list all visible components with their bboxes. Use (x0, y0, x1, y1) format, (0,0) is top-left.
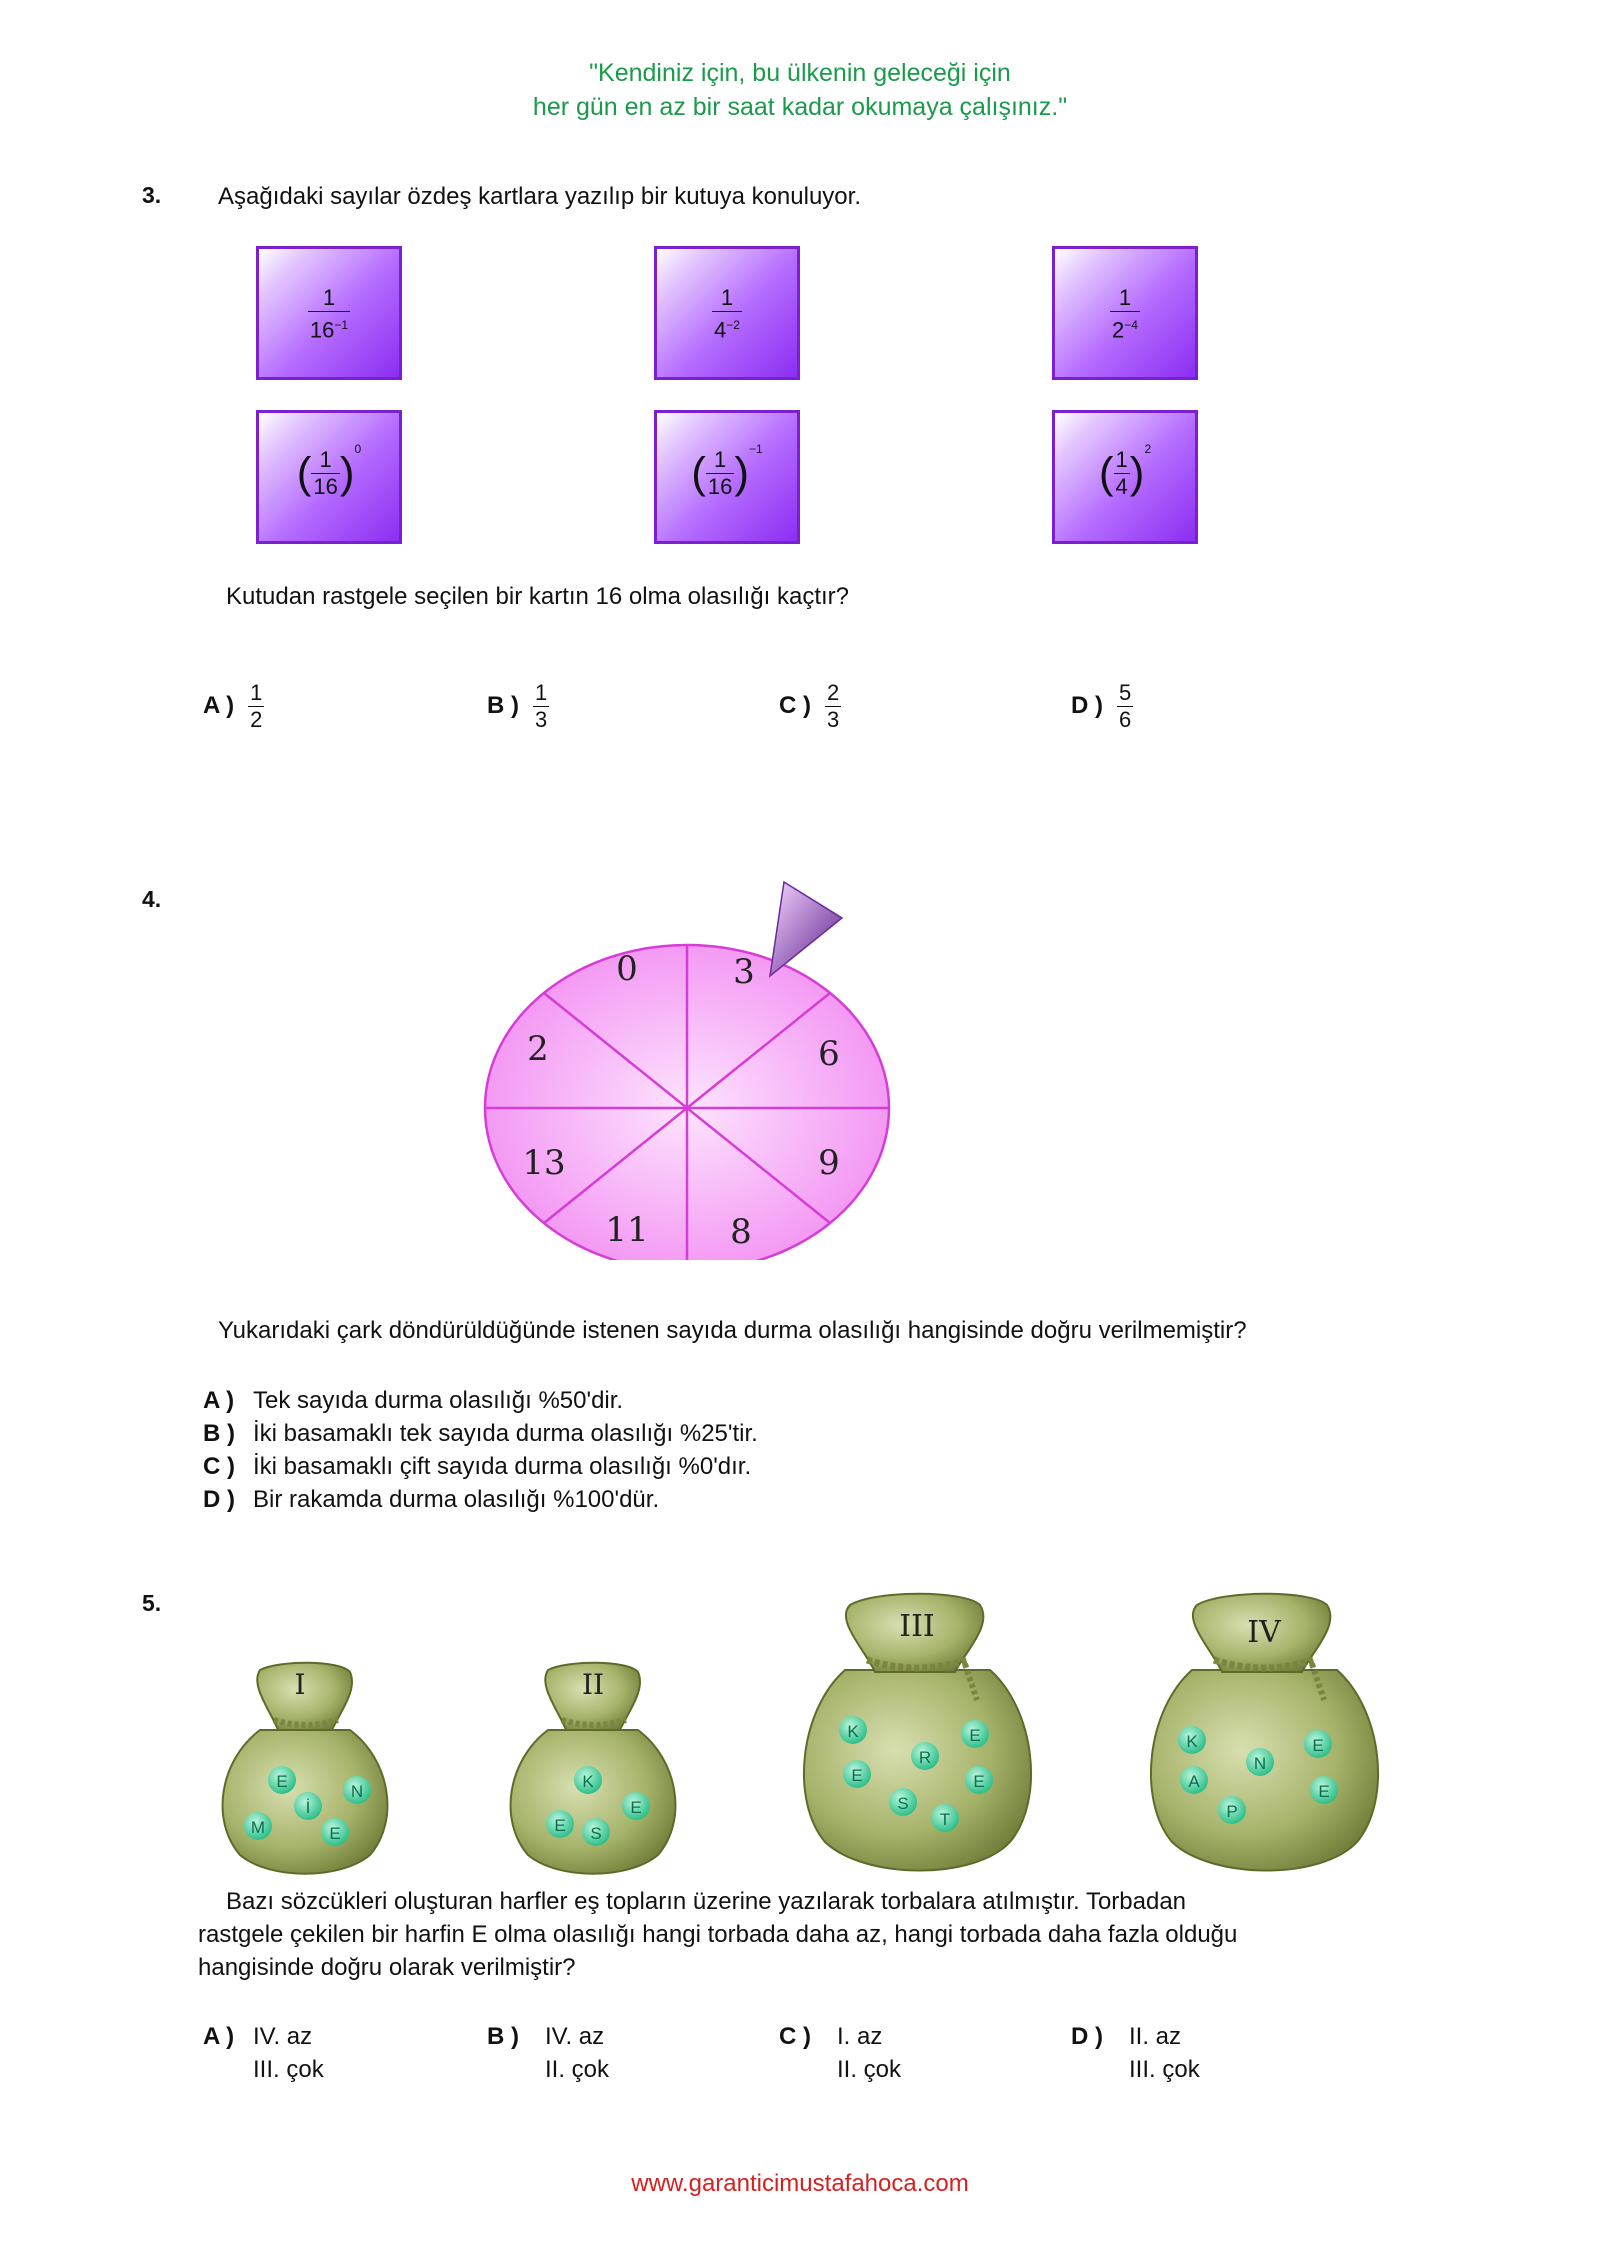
option-label: C ) (203, 1453, 235, 1480)
spinner-wheel (470, 870, 900, 1260)
option-num: 2 (827, 680, 840, 705)
quote-line-1: "Kendiniz için, bu ülkenin geleceği için (589, 59, 1011, 87)
letter-ball: E (851, 1766, 863, 1785)
q3-option-c[interactable] (779, 680, 841, 733)
q3-option-d[interactable] (1071, 680, 1133, 733)
bag-4 (1151, 1594, 1378, 1871)
quote-line-2: her gün en az bir saat kadar okumaya çalışınız." (532, 93, 1068, 121)
question-5-line-2: rastgele çekilen bir harfin E olma olasılığı hangi torbada daha az, hangi torbada daha fazla olduğu (198, 1921, 1238, 1948)
letter-ball: K (1186, 1732, 1198, 1751)
q4-option-a[interactable] (203, 1384, 623, 1417)
option-line-2: II. çok (545, 2056, 610, 2083)
option-line-1: IV. az (545, 2023, 605, 2050)
letter-ball: M (250, 1818, 266, 1837)
motivational-quote (0, 56, 1600, 124)
card-6 (1052, 410, 1198, 544)
option-line-1: I. az (837, 2023, 883, 2050)
option-text: İki basamaklı tek sayıda durma olasılığı %25'tir. (253, 1420, 758, 1447)
card-6-den: 4 (1115, 474, 1128, 499)
option-text: İki basamaklı çift sayıda durma olasılığı %0'dır. (253, 1453, 752, 1480)
option-label: A ) (203, 2023, 235, 2050)
bag-1 (223, 1663, 388, 1874)
wheel-number: 6 (818, 1034, 840, 1074)
wheel-number: 13 (522, 1143, 566, 1183)
card-3-den: 2 (1112, 317, 1125, 343)
option-num: 1 (250, 680, 263, 705)
option-text: Tek sayıda durma olasılığı %50'dir. (253, 1387, 624, 1414)
card-2-num: 1 (712, 285, 742, 312)
footer-website-link[interactable]: www.garanticimustafahoca.com (631, 2170, 969, 2197)
option-den: 3 (827, 707, 840, 732)
card-4-den: 16 (313, 474, 338, 499)
card-5-den: 16 (707, 474, 733, 499)
option-line-1: II. az (1129, 2023, 1182, 2050)
letter-ball: E (276, 1772, 288, 1791)
letter-ball: K (847, 1722, 859, 1741)
left-paren: ( (691, 448, 706, 498)
option-den: 2 (250, 707, 263, 732)
question-5-line-1: Bazı sözcükleri oluşturan harfler eş topların üzerine yazılarak torbalara atılmıştır. Torbadan (226, 1888, 1187, 1915)
option-den: 6 (1119, 707, 1132, 732)
option-text: Bir rakamda durma olasılığı %100'dür. (253, 1486, 660, 1513)
left-paren: ( (1098, 448, 1114, 498)
question-5-line-3: hangisinde doğru olarak verilmiştir? (198, 1954, 576, 1981)
card-3 (1052, 246, 1198, 380)
q4-option-d[interactable] (203, 1483, 659, 1516)
question-4-number: 4. (142, 886, 162, 912)
card-4-exp: 0 (354, 442, 362, 457)
bag-2 (511, 1663, 676, 1874)
card-6-exp: 2 (1144, 442, 1152, 457)
card-3-exp: −4 (1124, 318, 1138, 332)
letter-ball: T (939, 1810, 951, 1829)
letter-ball: E (969, 1726, 981, 1745)
card-1-exp: −1 (334, 318, 349, 332)
letter-ball: N (350, 1782, 364, 1801)
letter-ball: E (329, 1824, 341, 1843)
option-label: B ) (487, 2023, 519, 2050)
option-label: D ) (1071, 691, 1103, 719)
bag-label: III (899, 1609, 935, 1644)
right-paren: ) (339, 448, 355, 498)
wheel-number: 11 (605, 1210, 649, 1250)
option-den: 3 (535, 707, 548, 732)
q3-option-a[interactable] (203, 680, 264, 733)
card-2 (654, 246, 800, 380)
wheel-number: 0 (616, 949, 638, 989)
q3-option-b[interactable] (487, 680, 549, 733)
card-5-exp: −1 (749, 442, 763, 457)
card-5 (654, 410, 800, 544)
wheel-number: 2 (527, 1029, 549, 1069)
card-6-num: 1 (1115, 447, 1128, 472)
letter-ball: E (630, 1798, 642, 1817)
letter-ball: N (1253, 1754, 1267, 1773)
letter-bags (200, 1580, 1400, 1880)
wheel-number: 9 (818, 1143, 840, 1183)
left-paren: ( (296, 448, 312, 498)
letter-ball: A (1188, 1772, 1200, 1791)
right-paren: ) (1129, 448, 1145, 498)
card-2-den: 4 (714, 317, 727, 343)
letter-ball: E (973, 1772, 985, 1791)
option-label: C ) (779, 2023, 811, 2050)
wheel-number: 8 (730, 1212, 752, 1252)
letter-ball: R (918, 1748, 932, 1767)
bag-label: IV (1247, 1615, 1281, 1650)
q5-option-d[interactable] (1071, 2020, 1200, 2086)
option-line-2: II. çok (837, 2056, 902, 2083)
card-2-exp: −2 (726, 318, 740, 332)
pointer-arrow-icon (770, 882, 842, 976)
letter-ball: E (1312, 1736, 1324, 1755)
question-5-question (198, 1885, 1448, 1984)
question-4-question: Yukarıdaki çark döndürüldüğünde istenen sayıda durma olasılığı hangisinde doğru verilmemiştir? (218, 1317, 1247, 1344)
letter-ball: S (897, 1794, 909, 1813)
card-1-den: 16 (309, 317, 335, 343)
option-label: A ) (203, 691, 235, 719)
question-3-number: 3. (142, 182, 162, 208)
card-1-num: 1 (308, 285, 350, 312)
q4-option-c[interactable] (203, 1450, 751, 1483)
question-5-number: 5. (142, 1590, 162, 1616)
question-3-question: Kutudan rastgele seçilen bir kartın 16 olma olasılığı kaçtır? (226, 583, 849, 610)
q5-option-c[interactable] (779, 2020, 901, 2086)
card-3-num: 1 (1110, 285, 1140, 312)
right-paren: ) (734, 448, 750, 498)
bag-label: I (294, 1668, 306, 1701)
option-label: D ) (203, 1486, 235, 1513)
q5-option-a[interactable] (203, 2020, 324, 2086)
card-4 (256, 410, 402, 544)
option-label: C ) (779, 691, 811, 719)
q4-option-b[interactable] (203, 1417, 758, 1450)
card-5-num: 1 (706, 447, 734, 474)
letter-ball: K (582, 1772, 594, 1791)
option-label: D ) (1071, 2023, 1103, 2050)
q5-option-b[interactable] (487, 2020, 609, 2086)
option-num: 1 (535, 680, 548, 705)
card-1 (256, 246, 402, 380)
letter-ball: S (590, 1824, 602, 1843)
wheel-number: 3 (733, 952, 755, 992)
question-3-prompt: Aşağıdaki sayılar özdeş kartlara yazılıp bir kutuya konuluyor. (218, 183, 861, 210)
letter-ball: İ (305, 1798, 311, 1817)
option-num: 5 (1119, 680, 1132, 705)
option-label: B ) (487, 691, 519, 719)
option-line-1: IV. az (253, 2023, 313, 2050)
option-label: B ) (203, 1420, 235, 1447)
bag-3 (804, 1594, 1031, 1871)
letter-ball: P (1226, 1802, 1238, 1821)
option-line-2: III. çok (1129, 2056, 1200, 2083)
letter-ball: E (1318, 1782, 1330, 1801)
letter-ball: E (554, 1816, 566, 1835)
bag-label: II (581, 1668, 605, 1701)
option-label: A ) (203, 1387, 235, 1414)
card-4-num: 1 (311, 447, 339, 474)
option-line-2: III. çok (253, 2056, 324, 2083)
